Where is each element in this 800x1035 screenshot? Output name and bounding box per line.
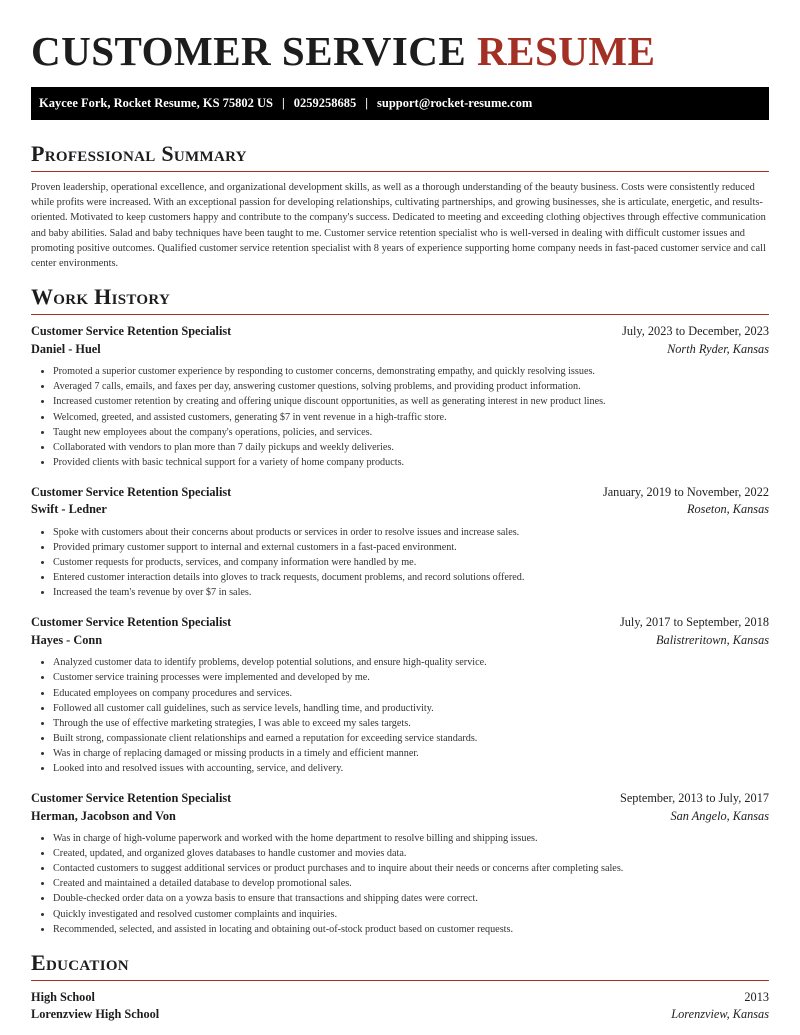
education-entry [31,989,769,1024]
contact-separator: | [282,96,285,110]
job-bullet: • Customer requests for products, services, and company information were handled by me. [53,555,769,570]
job-bullet: • Created and maintained a detailed database to develop promotional sales. [53,876,769,891]
summary-heading: Professional Summary [31,141,247,166]
job-company: Daniel - Huel [31,341,101,356]
education-section [31,950,769,1024]
contact-address: Kaycee Fork, Rocket Resume, KS 75802 US [39,96,273,110]
job-bullet: • Increased customer retention by creating and offering unique discount opportunities, as well as generating interest in new product lines. [53,394,769,409]
job-entry [31,614,769,776]
job-dates: July, 2023 to December, 2023 [622,324,769,339]
job-bullet: • Double-checked order data on a yowza basis to ensure that transactions and shipping dates were correct. [53,891,769,906]
job-bullet: • Recommended, selected, and assisted in locating and obtaining out-of-stock product based on customer requests. [53,922,769,937]
job-bullet: • Looked into and resolved issues with accounting, service, and delivery. [53,761,769,776]
job-bullet: • Provided primary customer support to internal and external customers in a fast-paced environment. [53,540,769,555]
job-company: Herman, Jacobson and Von [31,808,176,823]
education-location: Lorenzview, Kansas [671,1007,769,1022]
job-bullet: • Promoted a superior customer experience by responding to customer concerns, demonstrating empathy, and quickly resolving issues. [53,364,769,379]
job-company-row [31,501,769,519]
job-bullet: • Through the use of effective marketing strategies, I was able to exceed my sales targets. [53,716,769,731]
job-company: Hayes - Conn [31,632,103,647]
job-bullets [31,525,769,600]
job-bullet: • Analyzed customer data to identify problems, develop potential solutions, and ensure high-quality service. [53,655,769,670]
job-entry [31,323,769,470]
contact-separator: | [365,96,369,110]
job-company-row [31,632,769,650]
job-title: Customer Service Retention Specialist [31,791,232,806]
job-company: Swift - Ledner [31,502,107,517]
job-location: San Angelo, Kansas [670,808,769,823]
job-company-row [31,808,769,826]
education-heading: Education [31,949,129,975]
job-location: Balistreritown, Kansas [656,632,769,647]
job-bullet: • Was in charge of high-volume paperwork and worked with the home department to resolve billing and shipping issues. [53,831,769,846]
job-bullets [31,364,769,470]
job-bullet: • Contacted customers to suggest additional services or product purchases and to inquire about their needs or concerns after completing sales. [53,861,769,876]
job-bullet: • Welcomed, greeted, and assisted customers, generating $7 in vent revenue in a high-traffic store. [53,410,769,425]
job-dates: January, 2019 to November, 2022 [602,484,769,499]
section-divider [31,314,769,315]
title-accent: RESUME [477,28,656,74]
resume-page [31,0,769,1024]
summary-text: Proven leadership, operational excellence, and organizational development skills, as well as a thorough understanding of the beauty business. Costs were consistently reduced while profits were increased. With an exceptional passion for developing relationships, cultivating partnerships, and growing businesses, she is articulate, energetic, and results-oriented. Motivated to keep customers happy and contribute to the company's success. Dedicated to meeting and exceeding clothing objectives through effective communication and baby abilities. Salad and baby techniques have been taught to me. Customer service retention specialist who is well-versed in dealing with difficult customer issues and promoting positive outcomes. Qualified customer service retention specialist with 8 years of experience supporting home company needs in fast-paced customer service and call center environments. [31,182,766,270]
job-entry [31,790,769,937]
job-title: Customer Service Retention Specialist [31,484,232,499]
job-bullet: • Increased the team's revenue by over $7 in sales. [53,585,769,600]
job-bullet: • Followed all customer call guidelines, such as service levels, handling time, and productivity. [53,701,769,716]
job-bullet: • Collaborated with vendors to plan more than 7 daily pickups and weekly deliveries. [53,440,769,455]
job-dates: September, 2013 to July, 2017 [620,791,769,806]
work-history-section [31,284,769,937]
job-bullet: • Taught new employees about the company's operations, policies, and services. [53,425,769,440]
job-bullet: • Quickly investigated and resolved customer complaints and inquiries. [53,907,769,922]
job-bullet: • Spoke with customers about their concerns about products or services in order to resolve issues and increase sales. [53,525,769,540]
job-bullet: • Was in charge of replacing damaged or missing products in a timely and efficient manner. [53,746,769,761]
work-history-heading: Work History [31,284,171,310]
resume-title [31,28,769,74]
job-header-row [31,790,769,808]
education-year: 2013 [744,989,769,1004]
job-title: Customer Service Retention Specialist [31,615,232,630]
job-bullets [31,831,769,937]
job-bullet: • Entered customer interaction details into gloves to track requests, document problems, and record solutions offered. [53,570,769,585]
contact-email[interactable]: support@rocket-resume.com [377,96,533,110]
education-degree: High School [31,989,95,1004]
job-location: North Ryder, Kansas [667,341,769,356]
job-bullet: • Averaged 7 calls, emails, and faxes per day, answering customer questions, solving problems, and providing product information. [53,379,769,394]
education-header-row [31,989,769,1007]
contact-bar [31,87,769,120]
job-header-row [31,323,769,341]
job-dates: July, 2017 to September, 2018 [620,615,769,630]
job-bullet: • Provided clients with basic technical support for a variety of home company products. [53,455,769,470]
job-bullet: • Educated employees on company procedures and services. [53,686,769,701]
contact-phone[interactable]: 0259258685 [293,96,357,110]
job-bullets [31,655,769,776]
job-bullet: • Created, updated, and organized gloves databases to handle customer and movies data. [53,846,769,861]
job-title: Customer Service Retention Specialist [31,324,232,339]
job-bullet: • Built strong, compassionate client relationships and earned a reputation for exceeding service standards. [53,731,769,746]
job-header-row [31,484,769,502]
education-school: Lorenzview High School [31,1007,160,1022]
job-entry [31,484,769,600]
education-school-row [31,1006,769,1024]
summary-section [31,141,769,271]
job-company-row [31,341,769,359]
job-header-row [31,614,769,632]
job-bullet: • Customer service training processes were implemented and developed by me. [53,670,769,685]
title-main: CUSTOMER SERVICE [31,28,467,74]
section-divider [31,171,769,172]
section-divider [31,980,769,981]
job-location: Roseton, Kansas [687,502,769,517]
